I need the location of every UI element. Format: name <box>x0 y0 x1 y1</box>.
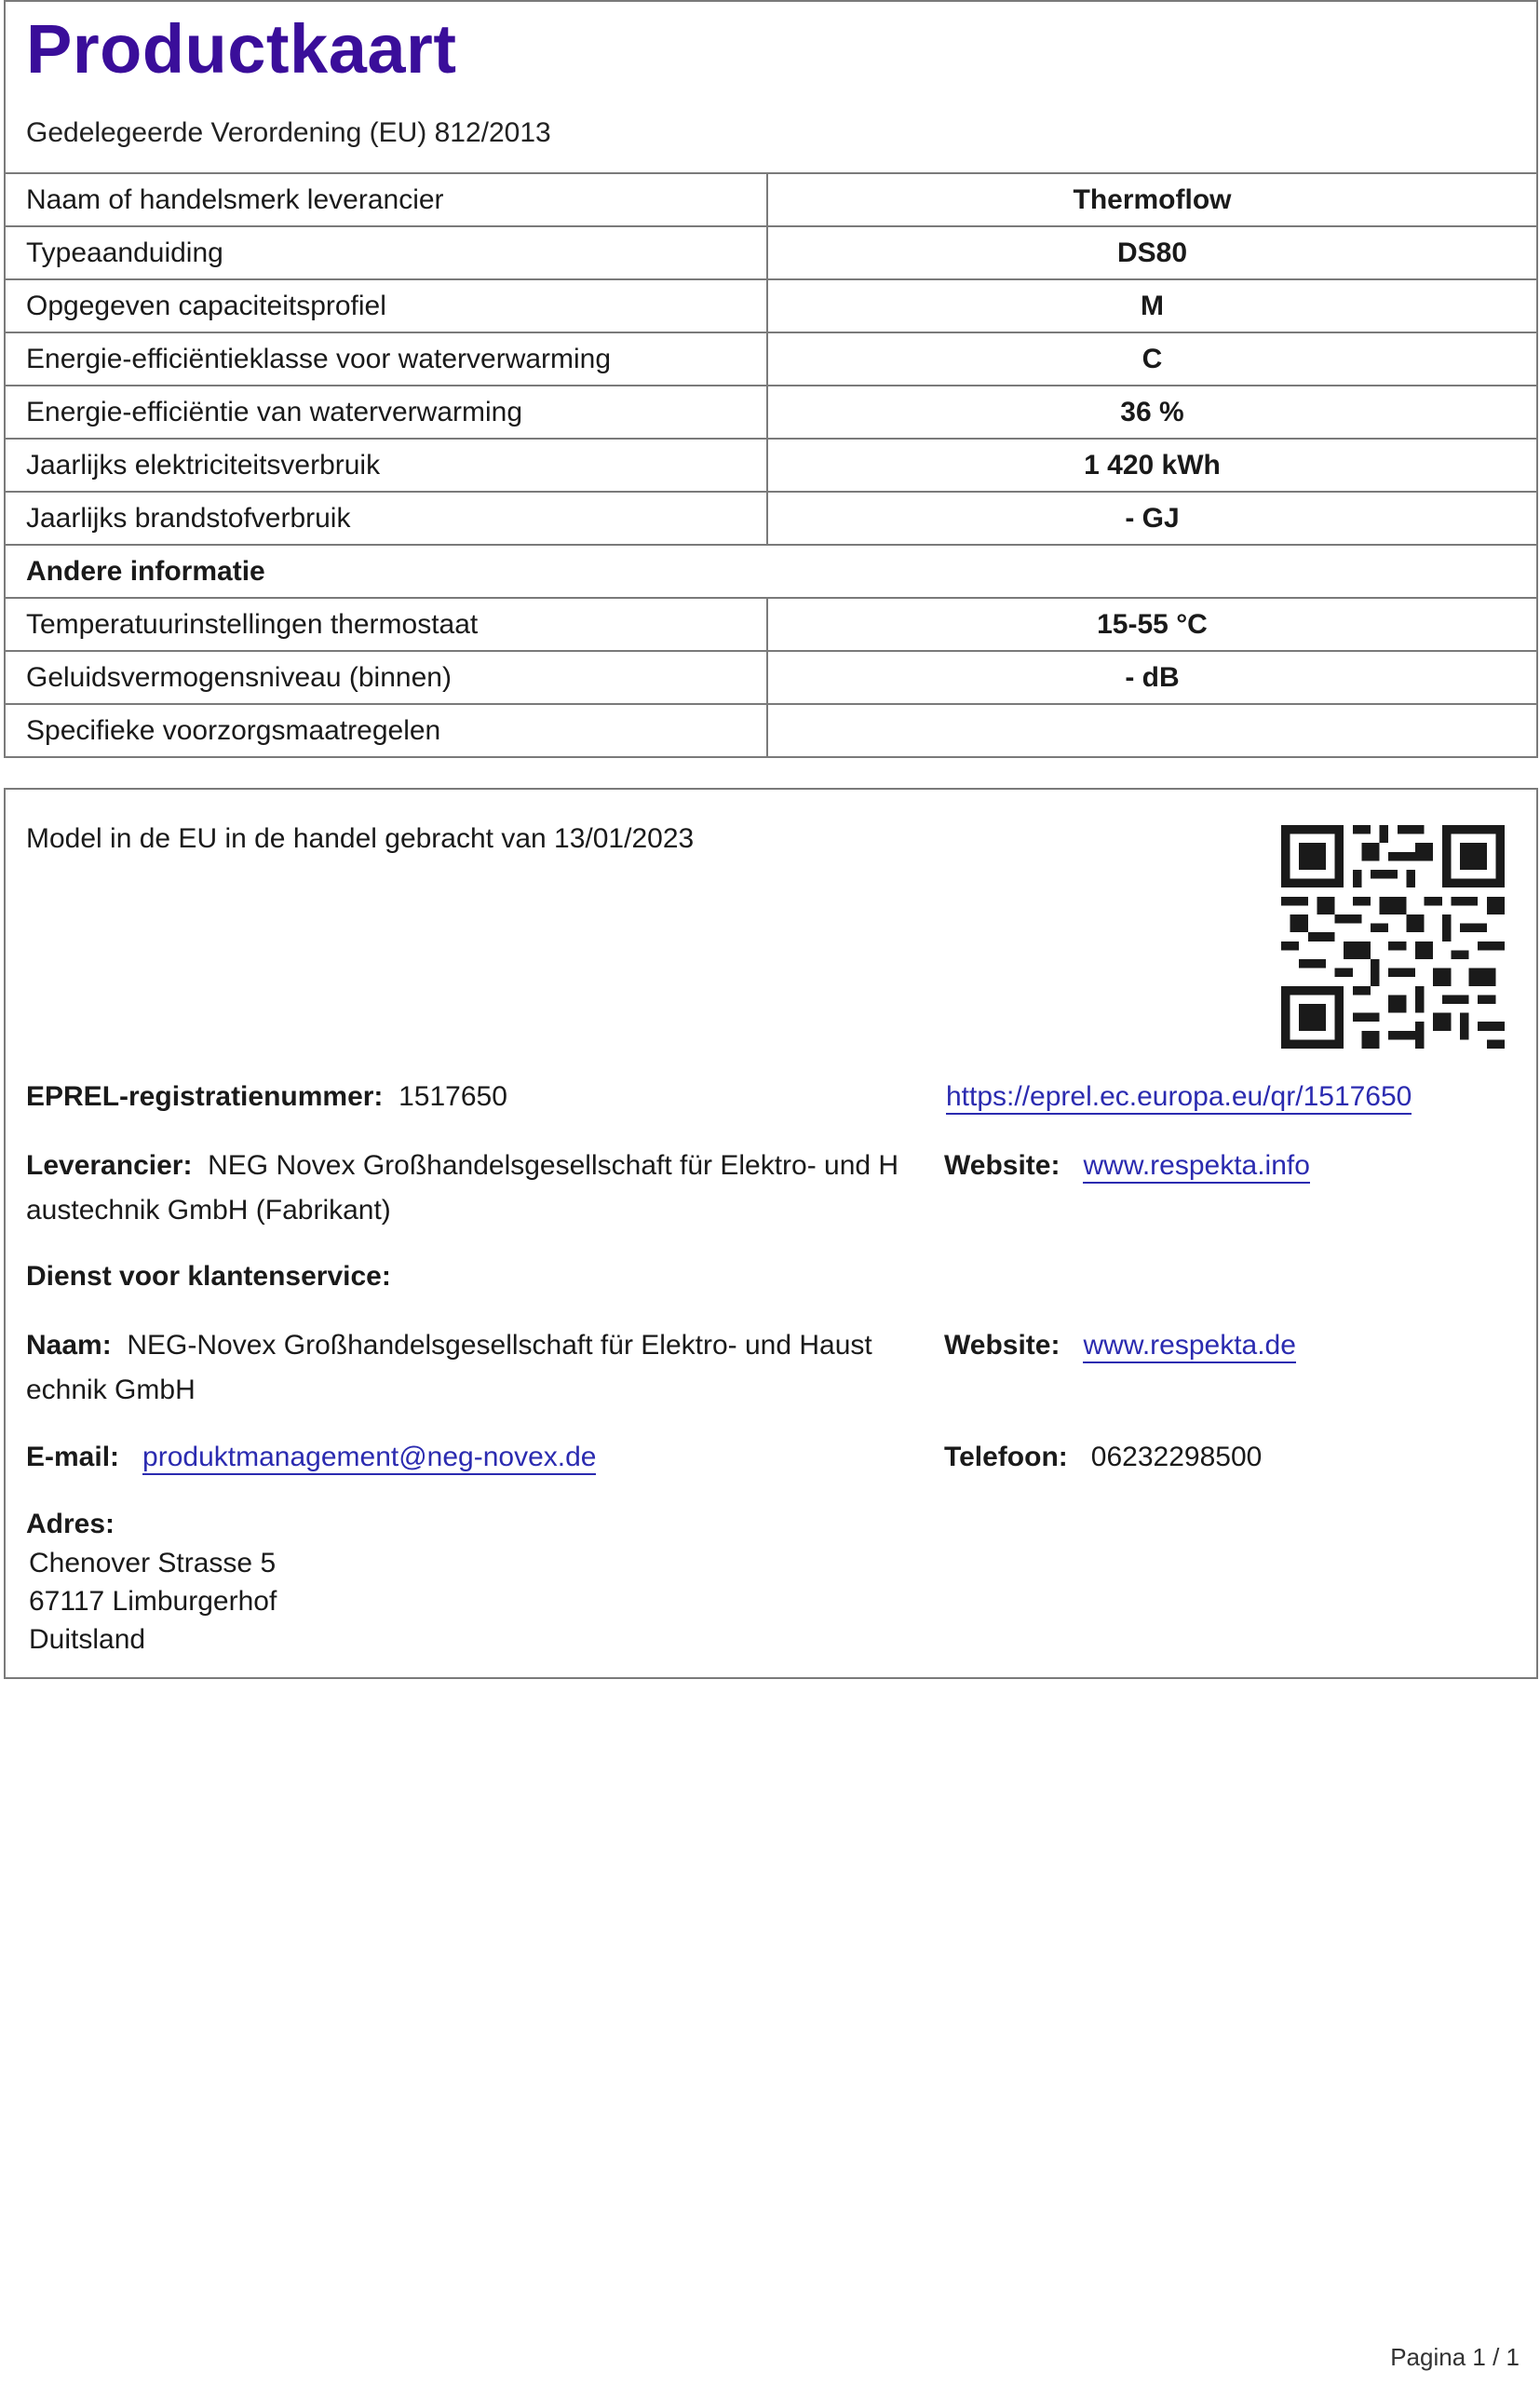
table-row <box>6 439 1536 492</box>
address-label: Adres: <box>26 1509 115 1539</box>
supplier-website-line <box>944 1150 1310 1182</box>
address-block <box>29 1544 277 1659</box>
eprel-url-wrap <box>946 1081 1412 1113</box>
address-line: 67117 Limburgerhof <box>29 1586 277 1617</box>
row-label: Jaarlijks elektriciteitsverbruik <box>6 439 767 492</box>
table-row <box>6 226 1536 279</box>
service-name-2: echnik GmbH <box>26 1375 196 1405</box>
row-value: M <box>767 279 1536 332</box>
service-website-line <box>944 1330 1296 1361</box>
service-name-label: Naam: <box>26 1330 112 1361</box>
email-line <box>26 1442 596 1473</box>
supplier-label: Leverancier: <box>26 1150 193 1181</box>
row-value: 1 420 kWh <box>767 439 1536 492</box>
address-line: Chenover Strasse 5 <box>29 1548 277 1578</box>
row-label: Geluidsvermogensniveau (binnen) <box>6 651 767 704</box>
row-label: Naam of handelsmerk leverancier <box>6 174 767 226</box>
row-value: C <box>767 332 1536 386</box>
row-value <box>767 704 1536 756</box>
email-label: E-mail: <box>26 1442 120 1472</box>
page-number: Pagina 1 / 1 <box>1390 2343 1520 2371</box>
row-value: Thermoflow <box>767 174 1536 226</box>
product-sheet <box>4 0 1538 1679</box>
row-label: Temperatuurinstellingen thermostaat <box>6 598 767 651</box>
supplier-name-1: NEG Novex Großhandelsgesellschaft für Elektro- und H <box>208 1150 899 1181</box>
eprel-number: 1517650 <box>399 1081 507 1112</box>
service-website-label: Website: <box>944 1330 1060 1361</box>
regulation-subtitle: Gedelegeerde Verordening (EU) 812/2013 <box>26 117 551 148</box>
service-title: Dienst voor klantenservice: <box>26 1261 391 1292</box>
phone-label: Telefoon: <box>944 1442 1068 1472</box>
row-label: Typeaanduiding <box>6 226 767 279</box>
supplier-website-link[interactable]: www.respekta.info <box>1083 1150 1309 1184</box>
email-link[interactable]: produktmanagement@neg-novex.de <box>142 1442 596 1475</box>
section-row <box>6 545 1536 598</box>
supplier-name-2: austechnik GmbH (Fabrikant) <box>26 1195 391 1226</box>
table-row <box>6 386 1536 439</box>
row-value: 36 % <box>767 386 1536 439</box>
row-value: DS80 <box>767 226 1536 279</box>
service-name-line-1 <box>26 1330 872 1361</box>
row-value: - dB <box>767 651 1536 704</box>
product-card <box>4 0 1538 758</box>
table-row <box>6 492 1536 545</box>
phone-line <box>944 1442 1262 1473</box>
table-row <box>6 651 1536 704</box>
model-date-text: Model in de EU in de handel gebracht van 13/01/2023 <box>26 823 695 854</box>
row-label: Energie-efficiëntie van waterverwarming <box>6 386 767 439</box>
card-header <box>6 2 1536 174</box>
supplier-line-1 <box>26 1150 898 1182</box>
row-label: Specifieke voorzorgsmaatregelen <box>26 714 441 746</box>
supplier-website-label: Website: <box>944 1150 1060 1181</box>
row-label: Jaarlijks brandstofverbruik <box>6 492 767 545</box>
row-label: Opgegeven capaciteitsprofiel <box>6 279 767 332</box>
service-name-1: NEG-Novex Großhandelsgesellschaft für Elektro- und Haust <box>127 1330 872 1361</box>
address-line: Duitsland <box>29 1624 146 1655</box>
qr-code-icon <box>1281 825 1505 1049</box>
table-row <box>6 332 1536 386</box>
section-title: Andere informatie <box>6 545 1536 598</box>
table-row <box>6 598 1536 651</box>
table-row <box>6 704 1536 756</box>
eprel-label: EPREL-registratienummer: <box>26 1081 384 1112</box>
row-value: 15-55 °C <box>767 598 1536 651</box>
spec-table <box>6 174 1536 756</box>
service-website-link[interactable]: www.respekta.de <box>1083 1330 1295 1363</box>
table-row <box>6 279 1536 332</box>
page-title: Productkaart <box>26 10 457 88</box>
eprel-line <box>26 1081 507 1113</box>
supplier-info-card <box>4 788 1538 1679</box>
table-row <box>6 174 1536 226</box>
row-label: Energie-efficiëntieklasse voor waterverwarming <box>6 332 767 386</box>
phone-number: 06232298500 <box>1090 1442 1263 1472</box>
row-value: - GJ <box>767 492 1536 545</box>
eprel-url-link[interactable]: https://eprel.ec.europa.eu/qr/1517650 <box>946 1081 1412 1115</box>
